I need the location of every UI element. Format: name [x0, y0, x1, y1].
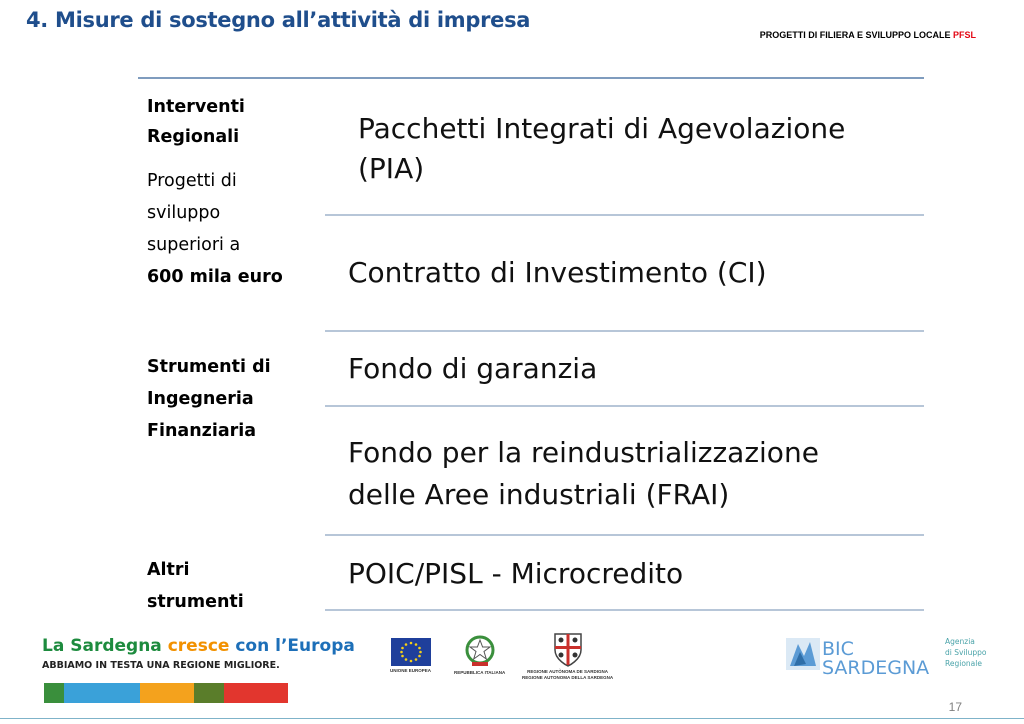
section1-item1-line2: (PIA) — [358, 152, 425, 185]
italia-logo — [454, 634, 505, 676]
slogan-la: La — [42, 636, 65, 656]
footer-color-bar — [44, 683, 288, 703]
section2-item1: Fondo di garanzia — [348, 352, 598, 385]
header-tag — [760, 30, 976, 40]
italian-emblem-icon — [462, 634, 498, 668]
header-tag-accent: PFSL — [952, 30, 976, 40]
bic-text — [822, 640, 929, 678]
section1-item1-line1: Pacchetti Integrati di Agevolazione — [358, 112, 846, 145]
section2-heading — [147, 351, 271, 447]
section2-item2-line2: delle Aree industriali (FRAI) — [348, 478, 730, 511]
section1-body-line3: superiori a — [147, 235, 241, 255]
agenzia-text — [945, 636, 986, 669]
section1-item2: Contratto di Investimento (CI) — [348, 256, 767, 289]
bic-line1: BIC — [822, 638, 854, 660]
section1-body-line2: sviluppo — [147, 203, 221, 223]
color-bar-orange — [140, 683, 194, 703]
eu-logo — [390, 638, 431, 674]
bic-line2: SARDEGNA — [822, 657, 930, 679]
regione-logo — [522, 630, 613, 681]
section2-item2-line1: Fondo per la reindustrializzazione — [348, 436, 819, 469]
section3-heading-line1: Altri — [147, 560, 190, 580]
rule-2 — [325, 330, 924, 332]
footer-slogan-sub: ABBIAMO IN TESTA UNA REGIONE MIGLIORE. — [42, 660, 280, 671]
regione-caption-line2: REGIONE AUTONOMA DELLA SARDEGNA — [522, 675, 614, 680]
page-title: 4. Misure di sostegno all’attività di impresa — [26, 8, 531, 32]
eu-flag-icon — [391, 638, 431, 666]
section1-item1 — [358, 109, 845, 189]
bic-logo-icon — [786, 638, 820, 670]
section2-heading-line1: Strumenti di — [147, 357, 271, 377]
section2-heading-line2: Ingegneria — [147, 389, 254, 409]
section2-item2 — [348, 432, 819, 516]
page-number: 17 — [948, 700, 962, 714]
agenzia-line3: Regionale — [945, 659, 982, 668]
agenzia-line2: di Sviluppo — [945, 648, 987, 657]
header-tag-text: PROGETTI DI FILIERA E SVILUPPO LOCALE — [759, 30, 951, 40]
bottom-line — [0, 718, 1024, 719]
section1-heading-line1: Interventi — [147, 97, 245, 117]
color-bar-red — [224, 683, 288, 703]
rule-3 — [325, 405, 924, 407]
slogan-con: con — [235, 636, 270, 656]
footer-slogan — [42, 636, 355, 656]
rule-1 — [325, 214, 924, 216]
section3-heading — [147, 554, 244, 618]
section1-body — [147, 165, 283, 293]
table-top-rule — [138, 77, 924, 79]
section1-body-line1: Progetti di — [147, 171, 237, 191]
section2-heading-line3: Finanziaria — [147, 421, 257, 441]
section3-heading-line2: strumenti — [147, 592, 244, 612]
color-bar-blue — [64, 683, 140, 703]
regione-crest-icon — [551, 630, 585, 668]
italia-caption: REPUBBLICA ITALIANA — [454, 670, 506, 675]
section1-heading-line2: Regionali — [147, 127, 240, 147]
color-bar-olive — [194, 683, 224, 703]
slogan-cresce: cresce — [167, 636, 230, 656]
slogan-europa: l’Europa — [275, 636, 355, 656]
section3-item1: POIC/PISL - Microcredito — [348, 557, 684, 590]
slogan-sardegna: Sardegna — [70, 636, 162, 656]
agenzia-line1: Agenzia — [945, 637, 975, 646]
eu-caption: UNIONE EUROPEA — [390, 668, 432, 673]
section1-body-bold: 600 mila euro — [147, 267, 283, 287]
section1-heading — [147, 92, 245, 152]
rule-5 — [325, 609, 924, 611]
regione-caption-line1: REGIONE AUTÒNOMA DE SARDIGNA — [527, 669, 609, 674]
color-bar-green — [44, 683, 64, 703]
rule-4 — [325, 534, 924, 536]
